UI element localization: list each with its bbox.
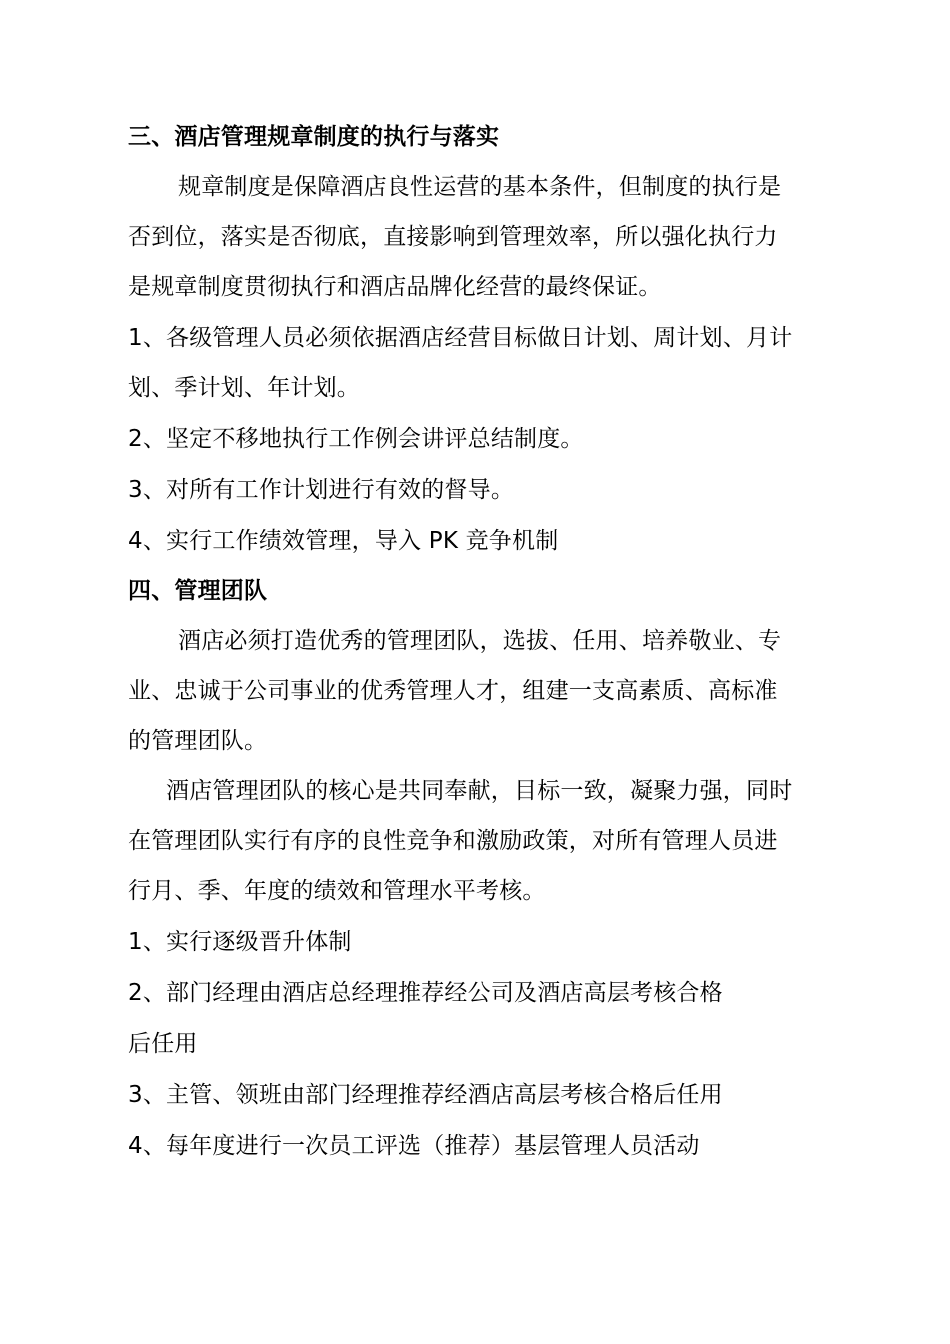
section-4-item-2: 2、部门经理由酒店总经理推荐经公司及酒店高层考核合格: [128, 980, 723, 1006]
section-4-para-2-line-1: 酒店管理团队的核心是共同奉献，目标一致，凝聚力强，同时: [166, 778, 793, 804]
section-4-para-1-line-2: 业、忠诚于公司事业的优秀管理人才，组建一支高素质、高标准: [128, 678, 778, 704]
section-3-intro-line-3: 是规章制度贯彻执行和酒店品牌化经营的最终保证。: [128, 274, 662, 300]
section-4-para-2-line-2: 在管理团队实行有序的良性竞争和激励政策，对所有管理人员进: [128, 828, 778, 854]
section-3-item-1: 1、各级管理人员必须依据酒店经营目标做日计划、周计划、月计: [128, 325, 793, 351]
section-4-para-2-line-3: 行月、季、年度的绩效和管理水平考核。: [128, 878, 546, 904]
section-3-item-3: 3、对所有工作计划进行有效的督导。: [128, 477, 515, 503]
section-4-para-1-line-3: 的管理团队。: [128, 728, 268, 754]
section-4-item-4: 4、每年度进行一次员工评选（推荐）基层管理人员活动: [128, 1133, 700, 1159]
section-4-para-1-line-1: 酒店必须打造优秀的管理团队，选拔、任用、培养敬业、专: [178, 628, 782, 654]
section-3-item-2: 2、坚定不移地执行工作例会讲评总结制度。: [128, 426, 584, 452]
section-3-item-1-cont: 划、季计划、年计划。: [128, 375, 360, 401]
section-3-intro-line-2: 否到位，落实是否彻底，直接影响到管理效率，所以强化执行力: [128, 224, 778, 250]
section-4-item-2-cont: 后任用: [128, 1031, 198, 1057]
section-4-item-1: 1、实行逐级晋升体制: [128, 929, 352, 955]
section-4-heading: 四、管理团队: [128, 578, 268, 604]
section-3-heading: 三、酒店管理规章制度的执行与落实: [128, 124, 500, 150]
section-3-item-4: 4、实行工作绩效管理，导入 PK 竞争机制: [128, 528, 559, 554]
section-3-intro-line-1: 规章制度是保障酒店良性运营的基本条件，但制度的执行是: [178, 174, 782, 200]
section-4-item-3: 3、主管、领班由部门经理推荐经酒店高层考核合格后任用: [128, 1082, 723, 1108]
